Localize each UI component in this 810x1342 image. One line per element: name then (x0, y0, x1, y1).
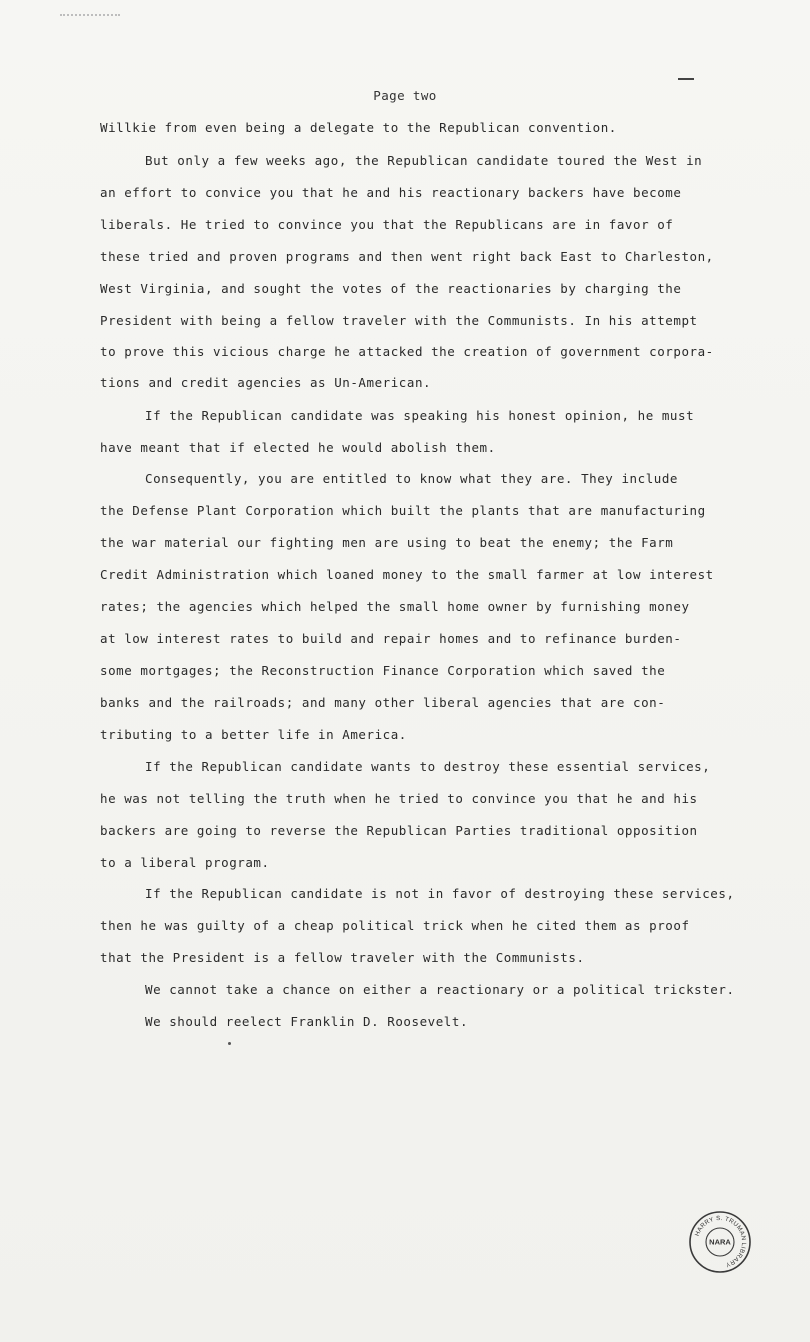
text-line: these tried and proven programs and then went right back East to Charleston, (100, 249, 714, 264)
stamp-ring-text: HARRY S. TRUMAN LIBRARY (693, 1214, 748, 1269)
text-line: backers are going to reverse the Republican Parties traditional opposition (100, 823, 698, 838)
text-line: West Virginia, and sought the votes of the reactionaries by charging the (100, 281, 682, 296)
text-line: If the Republican candidate is not in favor of destroying these services, (145, 886, 735, 901)
text-line: We cannot take a chance on either a reactionary or a political trickster. (145, 982, 735, 997)
margin-dash-mark (678, 78, 694, 80)
text-line: President with being a fellow traveler with the Communists. In his attempt (100, 313, 698, 328)
corner-smudge (60, 14, 120, 20)
text-line: to a liberal program. (100, 855, 270, 870)
text-line: he was not telling the truth when he tried to convince you that he and his (100, 791, 698, 806)
text-line: an effort to convice you that he and his reactionary backers have become (100, 185, 682, 200)
truman-library-stamp (688, 1210, 752, 1274)
text-line: rates; the agencies which helped the small home owner by furnishing money (100, 599, 690, 614)
text-line: We should reelect Franklin D. Roosevelt. (145, 1014, 469, 1029)
text-line: If the Republican candidate wants to destroy these essential services, (145, 759, 711, 774)
ink-dot (228, 1042, 231, 1045)
text-line: Consequently, you are entitled to know what they are. They include (145, 471, 678, 486)
page-header: Page two (373, 88, 437, 103)
text-line: that the President is a fellow traveler with the Communists. (100, 950, 585, 965)
text-line: the Defense Plant Corporation which built the plants that are manufacturing (100, 503, 706, 518)
text-line: tributing to a better life in America. (100, 727, 407, 742)
text-line: then he was guilty of a cheap political trick when he cited them as proof (100, 918, 690, 933)
text-line: liberals. He tried to convince you that the Republicans are in favor of (100, 217, 674, 232)
text-line: at low interest rates to build and repair homes and to refinance burden- (100, 631, 682, 646)
text-line: But only a few weeks ago, the Republican candidate toured the West in (145, 153, 703, 168)
text-line: Credit Administration which loaned money to the small farmer at low interest (100, 567, 714, 582)
text-line: If the Republican candidate was speaking his honest opinion, he must (145, 408, 695, 423)
text-line: banks and the railroads; and many other liberal agencies that are con- (100, 695, 666, 710)
text-line: some mortgages; the Reconstruction Finance Corporation which saved the (100, 663, 666, 678)
text-line: Willkie from even being a delegate to the Republican convention. (100, 120, 617, 135)
text-line: to prove this vicious charge he attacked the creation of government corpora- (100, 344, 714, 359)
text-line: tions and credit agencies as Un-American. (100, 375, 432, 390)
stamp-center-text: NARA (709, 1237, 731, 1247)
text-line: the war material our fighting men are using to beat the enemy; the Farm (100, 535, 674, 550)
text-line: have meant that if elected he would abolish them. (100, 440, 496, 455)
